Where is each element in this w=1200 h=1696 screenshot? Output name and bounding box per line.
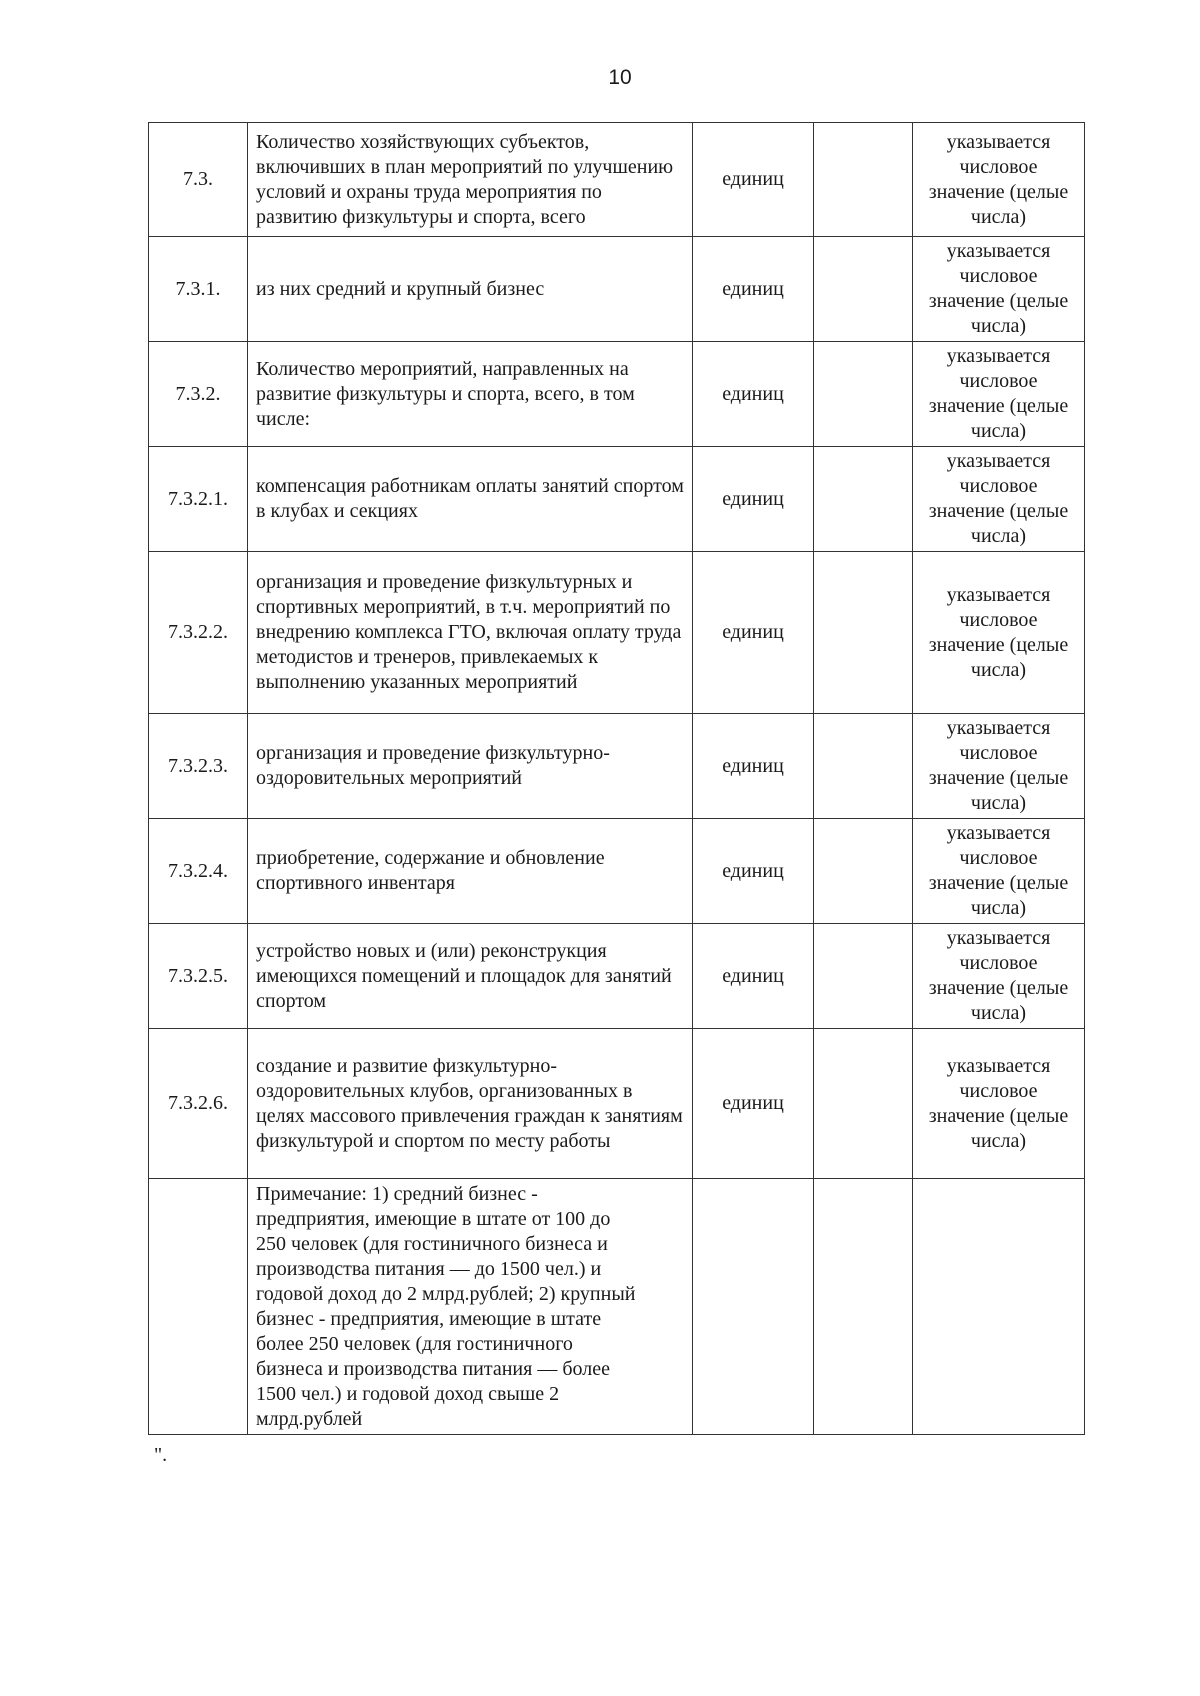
row-code: 7.3. [149,123,248,237]
row-unit: единиц [693,714,814,819]
row-empty-cell [814,819,913,924]
row-value-hint: указывается числовое значение (целые числа) [913,342,1085,447]
row-empty-cell [814,237,913,342]
row-description: создание и развитие физкультурно-оздоровительных клубов, организованных в целях массового привлечения граждан к занятиям физкультурой и спортом по месту работы [248,1029,693,1179]
page-number: 10 [608,66,632,89]
row-value-hint: указывается числовое значение (целые числа) [913,552,1085,714]
row-description: организация и проведение физкультурных и спортивных мероприятий, в т.ч. мероприятий по внедрению комплекса ГТО, включая оплату труда методистов и тренеров, привлекаемых к выполнению указанных мероприятий [248,552,693,714]
row-description: организация и проведение физкультурно-оздоровительных мероприятий [248,714,693,819]
table-row [149,447,1085,552]
note-value-cell [913,1179,1085,1435]
row-value-hint: указывается числовое значение (целые числа) [913,447,1085,552]
table-row [149,342,1085,447]
table-row [149,552,1085,714]
row-code: 7.3.2.2. [149,552,248,714]
row-unit: единиц [693,552,814,714]
note-unit-cell [693,1179,814,1435]
note-line: 250 человек (для гостиничного бизнеса и [256,1232,608,1255]
note-line: млрд.рублей [256,1407,363,1430]
row-description: Количество мероприятий, направленных на развитие физкультуры и спорта, всего, в том числе: [248,342,693,447]
note-line: Примечание: 1) средний бизнес - [256,1182,538,1205]
row-code: 7.3.2.1. [149,447,248,552]
note-code-cell [149,1179,248,1435]
table-row [149,123,1085,237]
table-row [149,1029,1085,1179]
row-code: 7.3.2.4. [149,819,248,924]
row-empty-cell [814,1029,913,1179]
row-unit: единиц [693,123,814,237]
row-value-hint: указывается числовое значение (целые числа) [913,237,1085,342]
indicators-table [148,122,1085,1435]
note-text [248,1179,693,1435]
table-row [149,819,1085,924]
row-code: 7.3.1. [149,237,248,342]
row-code: 7.3.2.5. [149,924,248,1029]
row-value-hint: указывается числовое значение (целые числа) [913,714,1085,819]
row-description: приобретение, содержание и обновление спортивного инвентаря [248,819,693,924]
row-empty-cell [814,447,913,552]
row-value-hint: указывается числовое значение (целые числа) [913,924,1085,1029]
note-line: бизнес - предприятия, имеющие в штате [256,1307,602,1330]
row-unit: единиц [693,1029,814,1179]
row-description: устройство новых и (или) реконструкция имеющихся помещений и площадок для занятий спортом [248,924,693,1029]
note-line: годовой доход до 2 млрд.рублей; 2) крупный [256,1282,636,1305]
row-unit: единиц [693,819,814,924]
row-code: 7.3.2.3. [149,714,248,819]
row-description: компенсация работникам оплаты занятий спортом в клубах и секциях [248,447,693,552]
row-unit: единиц [693,447,814,552]
row-unit: единиц [693,924,814,1029]
note-line: бизнеса и производства питания — более [256,1357,610,1380]
row-description: из них средний и крупный бизнес [248,237,693,342]
table-row-note [149,1179,1085,1435]
note-line: более 250 человек (для гостиничного [256,1332,573,1355]
note-line: предприятия, имеющие в штате от 100 до [256,1207,611,1230]
row-empty-cell [814,342,913,447]
row-code: 7.3.2.6. [149,1029,248,1179]
note-empty-cell [814,1179,913,1435]
row-unit: единиц [693,342,814,447]
note-line: производства питания — до 1500 чел.) и [256,1257,602,1280]
row-empty-cell [814,924,913,1029]
row-empty-cell [814,714,913,819]
row-empty-cell [814,123,913,237]
table-row [149,237,1085,342]
table-row [149,714,1085,819]
note-line: 1500 чел.) и годовой доход свыше 2 [256,1382,560,1405]
row-description: Количество хозяйствующих субъектов, включивших в план мероприятий по улучшению условий и охраны труда мероприятия по развитию физкультуры и спорта, всего [248,123,693,237]
row-code: 7.3.2. [149,342,248,447]
row-value-hint: указывается числовое значение (целые числа) [913,819,1085,924]
table-row [149,924,1085,1029]
row-empty-cell [814,552,913,714]
row-value-hint: указывается числовое значение (целые числа) [913,123,1085,237]
closing-quote-mark: ". [154,1444,168,1466]
row-unit: единиц [693,237,814,342]
row-value-hint: указывается числовое значение (целые числа) [913,1029,1085,1179]
